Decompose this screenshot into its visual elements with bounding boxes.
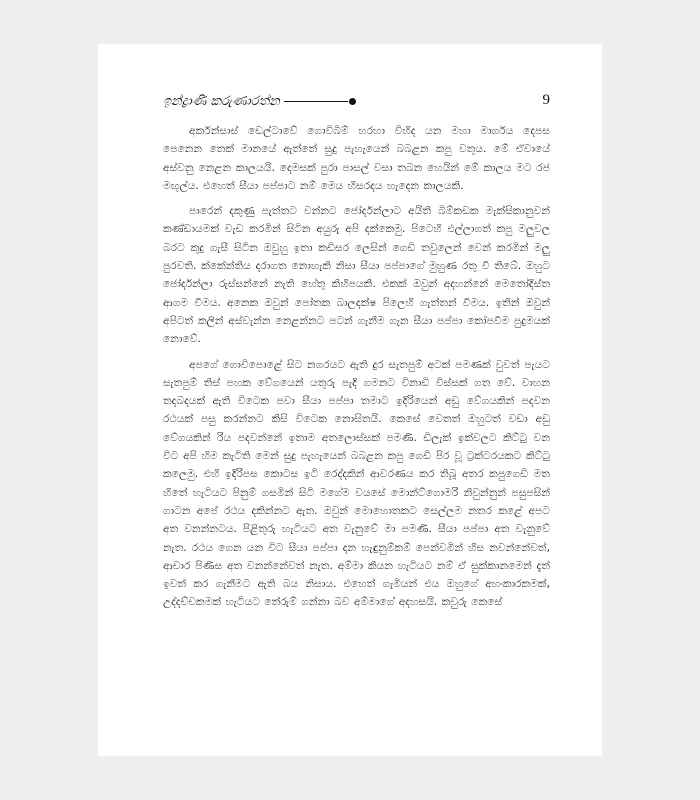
paragraph: අපගේ ගොවිපොළේ සිට නගරයට ඇති දුර සැතපුම් අටක් පමණක් වුවත් පැයට සැතපුම් තිස් පහක වේගයෙන් යතුරු පැදි ගමනට විනාඩි විස්සක් ගත වේ. වාහන තදබදයක් ඇති විටෙක පවා සීයා පප්පා තමාට ඉදිරියෙන් අඩු වේගයකින් පදවන රථයක් පසු කරන්නට කිසි විටෙක නොසිතයි. කෙසේ වෙතත් ඔහුටත් වඩා අඩු වේගයකින් රිය පදවන්නේ ඉතාම අතලොස්සක් පමණි. ඩිලැක් ඉක්වලට කිට්ටු වන විට අපි හිම කැටිති මෙන් සුදු පැහැයෙන් බබළන කපු ගෙඩි පිර වූ ට්‍රක්ටරයකට කිට්ටු කලෙමු. එහි ඉදිරිපස කොටස ඉටි රෙද්දකින් ආවරණය කර තිබූ අතර කපුගෙඩි මත හිතේ හැටියට පිනුම් ගසමින් සිටි මගේම වයසේ මොන්ට්ගොමරි නිවුන්නුන් පසුපසින් ගාටන අපේ රථය දකින්නට ඇත. ඔවුන් මොහොතකට සෙල්ලම නතර කළේ අපට අත වනන්නටය. පිළිතුරු හැටියට අත වැනුවේ මා පමණි. සීයා පප්පා අත වැනුවේ නැත. රථය ගෙන යන විට සීයා පප්පා දන හැඳුනුම්කම් පෙන්වමින් හිස නවන්නේවත්, ආචාර පිණිස අත වනන්නේවත් නැත. අම්මා කියන හැටියට නම් ඒ සුක්කානමෙන් දැත් ඉවත් කර ගැනීමට ඇති බය නිසාය. එහෙත් ගැමියන් එය ඔහුගේ අහංකාරකමක්, උද්දච්චකමක් හැටියට තේරුම් ගන්නා බව අම්මාගේ අදහසයි. කවුරු කෙසේ: [163, 357, 550, 609]
page-number: 9: [542, 92, 550, 108]
paragraph: අර්කන්සාස් ඩෙල්ටාවේ ගොවිබිම් හරහා විහිද යන මහා මාර්ගය දෙපස පෙනෙන තෙක් මානයේ ඇත්තේ සුදු පැහැයෙන් බබළන කපු වතුය. මේ ඒවායේ අස්වනු නෙළන කාලයයි. දෙමසක් පුරා පාසල් වසා තබන හෙයින් මේ කාලය මට රජ මඟුල්ය. එහෙත් සීයා පප්පාට නම් මෙය හිසරදය හැදෙන කාලයකි.: [163, 124, 550, 192]
paragraph: පාරෙන් දකුණු පැත්තට වන්නට ජෝර්දන්ලාට අයිති බිම්කඩක මැක්සිකානුවන් කණ්ඩායමක් වැඩ කරමින් සිටින අයුරු අපි දක්කෙමු. පිටෙහි එල්ලාගත් කපු මලුවල බරට කුදු ගැසී සිටින ඔවුහු ඉතා කඩිසර ලෙසින් ගෙඩි තවුලෙන් වෙන් කරමින් මලු පුරවති. ක්කේන්තිය දරාගත නොහැකි නිසා සීයා පප්පාගේ මුහුණ රතු වී තිබේ. ඔහුට ජෝර්දන්ලා රුස්සන්නේ නැති හේතු කිහිපයකි. එකක් ඔවුන් අදහන්නේ මෙතෝදිස්ත ආගම වීමය. අනෙක ඔවුන් පෝතක බාලදක්ෂ පිලෙහි ගැත්තන් වීමය. ඉතින් ඔවුන් අපිටත් කලින් අස්වැන්න නෙළන්නට පටන් ගැනීම ගැන සීයා පප්පා කෝපවීම පුදුමයක් නොවේ.: [163, 204, 550, 346]
book-page: [98, 44, 602, 756]
body-text: [163, 122, 550, 612]
author-name: ඉන්ද්‍රාණි කරුණාරත්න: [163, 93, 280, 109]
running-header: [163, 90, 550, 112]
header-dot-ornament: [349, 98, 356, 105]
header-rule: [284, 101, 348, 102]
